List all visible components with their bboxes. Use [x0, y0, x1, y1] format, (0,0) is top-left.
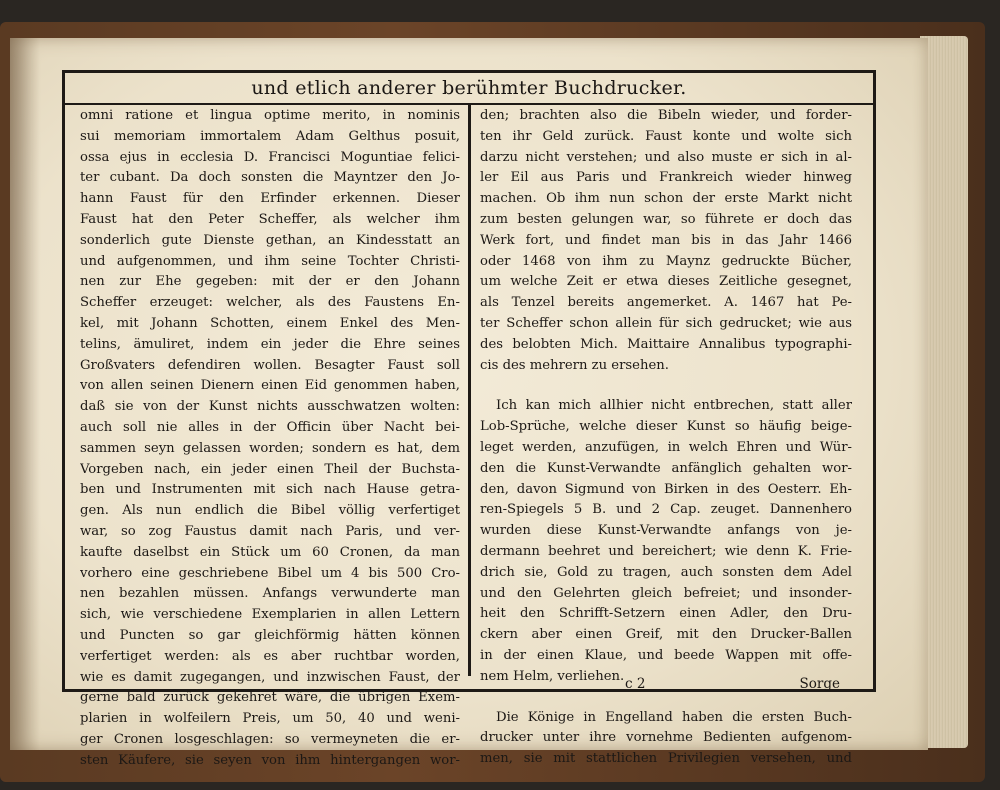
- text-line: und aufgenommen, und ihm seine Tochter Christi-: [80, 253, 460, 269]
- text-line: den, davon Sigmund von Birken in des Oesterr. Eh-: [480, 481, 852, 497]
- text-line: ter Scheffer schon allein für sich gedrucket; wie aus: [480, 315, 852, 331]
- text-line: heit den Schrifft-Setzern einen Adler, den Dru-: [480, 606, 852, 622]
- text-line: nem Helm, verliehen.: [480, 668, 625, 684]
- text-line: drich sie, Gold zu tragen, auch sonsten dem Adel: [480, 564, 852, 580]
- text-line: machen. Ob ihm nun schon der erste Markt nicht: [480, 191, 852, 207]
- text-line: Werk fort, und findet man bis in das Jahr 1466: [480, 232, 852, 248]
- text-line: verfertiget werden: als es aber ruchtbar worden,: [80, 648, 460, 664]
- text-line: und den Gelehrten gleich befreiet; und insonder-: [480, 585, 852, 601]
- text-line: ckern aber einen Greif, mit den Drucker-Ballen: [480, 627, 852, 643]
- left-column: [80, 106, 460, 772]
- text-line: nen bezahlen müssen. Anfangs verwunderte man: [80, 586, 460, 602]
- text-line: vorhero eine geschriebene Bibel um 4 bis 500 Cro-: [80, 565, 460, 581]
- text-line: leget werden, anzufügen, in welch Ehren und Wür-: [480, 439, 852, 455]
- column-rule: [468, 104, 471, 676]
- text-line: wurden diese Kunst-Verwandte anfangs von je-: [480, 523, 852, 539]
- text-line: Lob-Sprüche, welche dieser Kunst so häufig beige-: [480, 419, 852, 435]
- text-line: gerne bald zurück gekehret wäre, die übrigen Exem-: [80, 690, 460, 706]
- text-line: nen zur Ehe gegeben: mit der er den Johann: [80, 274, 460, 290]
- text-line: ten ihr Geld zurück. Faust konte und wolte sich: [480, 128, 852, 144]
- text-line: wie es damit zugegangen, und inzwischen Faust, der: [80, 669, 460, 685]
- text-line: Ich kan mich allhier nicht entbrechen, statt aller: [496, 398, 852, 414]
- text-line: ler Eil aus Paris und Frankreich wieder hinweg: [480, 170, 852, 186]
- paragraph-gap: [480, 376, 852, 396]
- text-line: ger Cronen losgeschlagen: so vermeyneten die er-: [80, 731, 460, 747]
- text-line: sui memoriam immortalem Adam Gelthus posuit,: [80, 128, 460, 144]
- text-line: auch soll nie alles in der Officin über Nacht bei-: [80, 419, 460, 435]
- text-line: omni ratione et lingua optime merito, in nominis: [80, 108, 460, 123]
- text-line: in der einen Klaue, und beede Wappen mit offe-: [480, 647, 852, 663]
- text-line: kel, mit Johann Schotten, einem Enkel des Men-: [80, 315, 460, 331]
- text-line: um welche Zeit er etwa dieses Zeitliche gesegnet,: [480, 274, 852, 290]
- text-line: kaufte daselbst ein Stück um 60 Cronen, da man: [80, 544, 460, 560]
- text-line: von allen seinen Dienern einen Eid genommen haben,: [80, 378, 460, 394]
- text-line: oder 1468 von ihm zu Maynz gedruckte Bücher,: [480, 253, 852, 269]
- text-line: als Tenzel bereits angemerket. A. 1467 hat Pe-: [480, 295, 852, 311]
- text-line: des belobten Mich. Maittaire Annalibus typographi-: [480, 336, 852, 352]
- text-line: darzu nicht verstehen; und also muste er sich in al-: [480, 149, 852, 165]
- text-line: hann Faust für den Erfinder erkennen. Dieser: [80, 191, 460, 207]
- running-head: und etlich anderer berühmter Buchdrucker.: [251, 77, 687, 99]
- text-line: sich, wie verschiedene Exemplarien in allen Lettern: [80, 607, 460, 623]
- page-footer: [480, 676, 852, 696]
- signature-mark: c 2: [625, 676, 646, 692]
- text-line: zum besten gelungen war, so führete er doch das: [480, 211, 852, 227]
- text-line: ossa ejus in ecclesia D. Francisci Moguntiae felici-: [80, 149, 460, 165]
- text-line: Scheffer erzeuget: welcher, als des Faustens En-: [80, 295, 460, 311]
- text-line: daß sie von der Kunst nichts ausschwatzen wolten:: [80, 399, 460, 415]
- text-line: den die Kunst-Verwandte anfänglich gehalten wor-: [480, 460, 852, 476]
- text-line: sonderlich gute Dienste gethan, an Kindesstatt an: [80, 232, 460, 248]
- gutter-shadow: [10, 38, 40, 750]
- text-line: Die Könige in Engelland haben die ersten Buch-: [496, 709, 852, 725]
- catchword: Sorge: [799, 676, 840, 692]
- text-line: war, so zog Faustus damit nach Paris, und ver-: [80, 523, 460, 539]
- text-line: Vorgeben nach, ein jeder einen Theil der Buchsta-: [80, 461, 460, 477]
- text-line: dermann beehret und bereichert; wie denn K. Frie-: [480, 543, 852, 559]
- text-line: drucker unter ihre vornehme Bedienten aufgenom-: [480, 730, 852, 746]
- text-line: gen. Als nun endlich die Bibel völlig verfertiget: [80, 503, 460, 519]
- text-line: cis des mehrern zu ersehen.: [480, 357, 669, 373]
- text-line: ter cubant. Da doch sonsten die Mayntzer den Jo-: [80, 170, 460, 186]
- right-column: [480, 106, 852, 770]
- text-line: sammen seyn gelassen worden; sondern es hat, dem: [80, 440, 460, 456]
- text-line: ren-Spiegels 5 B. und 2 Cap. zeuget. Dannenhero: [480, 502, 852, 518]
- text-line: telins, ämuliret, indem ein jeder die Ehre seines: [80, 336, 460, 352]
- text-line: sten Käufere, sie seyen von ihm hintergangen wor-: [80, 752, 460, 768]
- text-line: men, sie mit stattlichen Privilegien versehen, und: [480, 751, 852, 767]
- text-line: plarien in wolfeilern Preis, um 50, 40 und weni-: [80, 711, 460, 727]
- text-line: und Puncten so gar gleichförmig hätten können: [80, 627, 460, 643]
- text-line: den; brachten also die Bibeln wieder, und forder-: [480, 108, 852, 123]
- text-line: ben und Instrumenten mit sich nach Hause getra-: [80, 482, 460, 498]
- text-line: Großvaters defendiren wollen. Besagter Faust soll: [80, 357, 460, 373]
- text-line: Faust hat den Peter Scheffer, als welcher ihm: [80, 211, 460, 227]
